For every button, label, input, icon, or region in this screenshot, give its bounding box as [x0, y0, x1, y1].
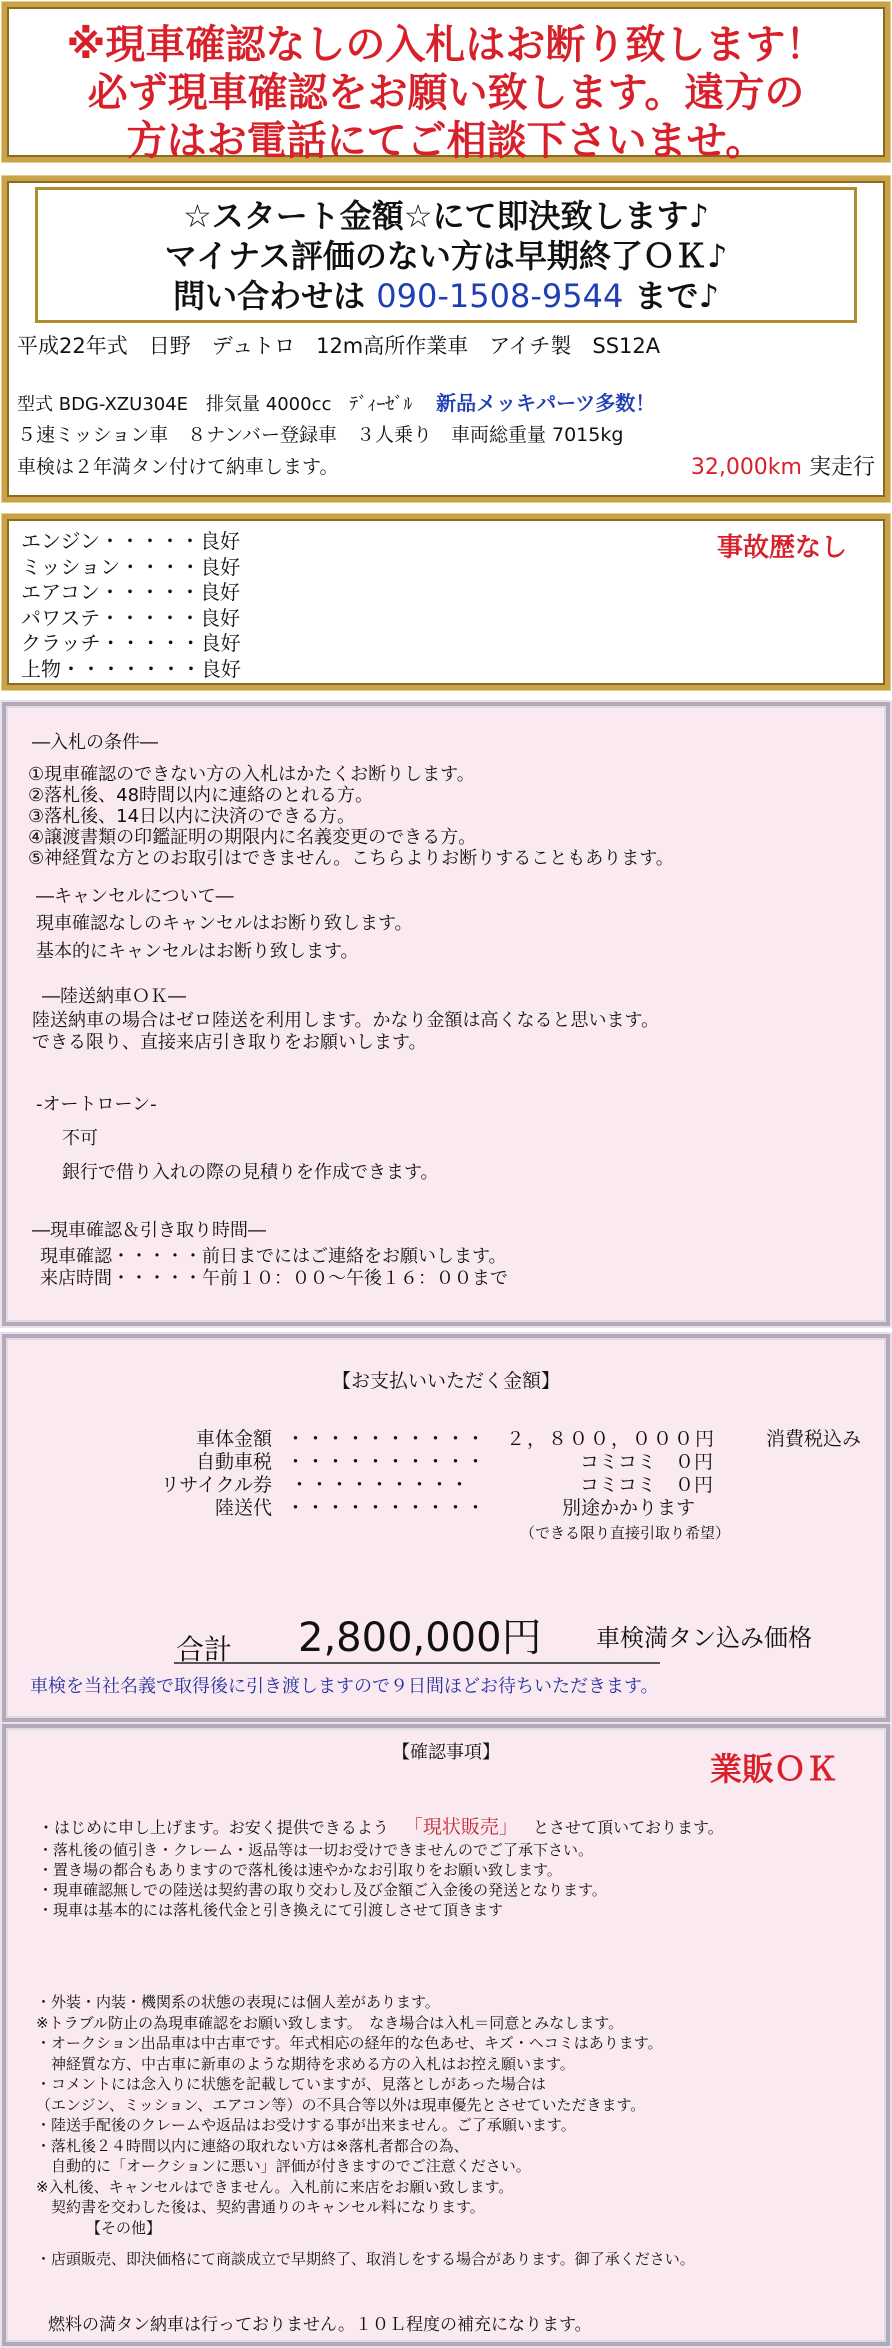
delivery-note: 車検を当社名義で取得後に引き渡しますので９日間ほどお待ちいただきます。	[30, 1676, 659, 1697]
start-box	[35, 187, 857, 323]
payment-value: コミコミ ０円	[580, 1451, 714, 1473]
payment-label: リサイクル券	[160, 1474, 272, 1496]
bid-item: ①現車確認のできない方の入札はかたくお断りします。	[28, 764, 475, 785]
payment-dots: ・・・・・・・・・・	[286, 1497, 487, 1519]
intro-line	[38, 1816, 724, 1839]
bid-item: ④譲渡書類の印鑑証明の期限内に名義変更のできる方。	[28, 827, 477, 848]
total-label: 合計	[176, 1633, 233, 1666]
payment-heading: 【お支払いいただく金額】	[331, 1370, 560, 1392]
confirm-item: 契約書を交わした後は、契約書通りのキャンセル料になります。	[36, 2198, 485, 2216]
terms-panel	[2, 702, 890, 1326]
accident-free-badge: 事故歴なし	[716, 533, 847, 563]
cancel-item: 基本的にキャンセルはお断り致します。	[36, 941, 359, 962]
other-item: ・店頭販売、即決価格にて商談成立で早期終了、取消しをする場合があります。御了承ください。	[36, 2250, 695, 2268]
pickup-item: 来店時間・・・・・午前１０：００～午後１６：００まで	[40, 1268, 508, 1289]
payment-dots: ・・・・・・・・・・	[286, 1428, 487, 1450]
confirm-block-2	[36, 1992, 663, 2238]
confirm-heading: 【確認事項】	[392, 1742, 500, 1763]
start-line-1: ☆スタート金額☆にて即決致します♪	[183, 197, 709, 235]
bid-item: ②落札後、48時間以内に連絡のとれる方。	[28, 785, 374, 806]
cancel-list	[36, 910, 413, 966]
condition-item: パワステ・・・・・良好	[21, 605, 240, 630]
condition-item: 上物・・・・・・・良好	[21, 656, 241, 681]
vehicle-model	[17, 389, 655, 419]
loan-heading: -オートローン-	[36, 1094, 157, 1115]
bid-heading: ―入札の条件―	[32, 732, 158, 753]
confirm-item: ・外装・内装・機関系の状態の表現には個人差があります。	[36, 1993, 440, 2011]
dealer-ok-badge: 業販ＯＫ	[709, 1750, 838, 1788]
confirm-item: ・陸送手配後のクレームや返品はお受けする事が出来ません。ご了承願います。	[36, 2116, 576, 2134]
payment-row	[6, 1497, 886, 1520]
condition-item: ミッション・・・・良好	[21, 554, 241, 579]
payment-row	[6, 1428, 886, 1451]
start-line-2: マイナス評価のない方は早期終了ＯＫ♪	[164, 237, 728, 275]
mileage-label: 実走行	[808, 455, 875, 480]
ship-item: できる限り、直接来店引き取りをお願いします。	[32, 1032, 427, 1053]
payment-dots: ・・・・・・・・・	[290, 1474, 471, 1496]
loan-item: 銀行で借り入れの際の見積りを作成できます。	[62, 1162, 439, 1183]
vehicle-panel	[2, 176, 890, 502]
confirm-item: 自動的に「オークションに悪い」評価が付きますのでご注意ください。	[36, 2157, 531, 2175]
condition-item: エアコン・・・・・良好	[21, 580, 240, 604]
phone-number[interactable]: 090-1508-9544	[376, 277, 624, 315]
total-underline	[174, 1662, 660, 1664]
cancel-heading: ―キャンセルについて―	[36, 886, 234, 907]
pickup-item: 現車確認・・・・・前日までにはご連絡をお願いします。	[40, 1246, 507, 1267]
pickup-heading: ―現車確認＆引き取り時間―	[32, 1220, 266, 1241]
vehicle-title: 平成22年式 日野 デュトロ 12m高所作業車 アイチ製 SS12A	[17, 334, 661, 358]
bid-item: ⑤神経質な方とのお取引はできません。こちらよりお断りすることもあります。	[28, 848, 674, 869]
contact-prefix: 問い合わせは	[173, 277, 366, 315]
bid-list	[28, 764, 674, 869]
vehicle-inspection: 車検は２年満タン付けて納車します。	[17, 456, 339, 478]
mileage-value: 32,000km	[690, 455, 802, 480]
payment-table	[6, 1428, 886, 1542]
loan-item: 不可	[62, 1128, 98, 1149]
condition-item: クラッチ・・・・・良好	[21, 631, 241, 655]
payment-value: ２，８００，０００円	[506, 1428, 717, 1450]
contact-suffix: まで♪	[634, 277, 719, 315]
confirm-item: ・置き場の都合もありますので落札後は速やかなお引取りをお願い致します。	[38, 1861, 562, 1879]
confirm-item: ・落札後２４時間以内に連絡の取れない方は※落札者都合の為、	[36, 2136, 469, 2155]
payment-dots: ・・・・・・・・・・	[286, 1451, 487, 1473]
confirm-item: （エンジン、ミッション、エアコン等）の不具合等以外は現車優先とさせていただきます。	[36, 2095, 646, 2114]
vehicle-spec: ５速ミッション車 ８ナンバー登録車 ３人乗り 車両総重量 7015kg	[17, 424, 624, 446]
intro-highlight: 「現状販売」	[403, 1816, 518, 1838]
pickup-list	[40, 1246, 508, 1290]
confirm-block-1	[38, 1840, 607, 1920]
ship-heading: ―陸送納車ＯＫ―	[42, 986, 186, 1007]
payment-panel	[2, 1334, 890, 1722]
total-note: 車検満タン込み価格	[596, 1624, 812, 1652]
notice-panel	[2, 2, 890, 162]
condition-panel	[2, 514, 890, 690]
mileage	[691, 453, 875, 483]
payment-value: 別途かかります	[562, 1497, 696, 1519]
confirm-item: 神経質な方、中古車に新車のような期待を求める方の入札はお控え願います。	[36, 2054, 575, 2073]
confirm-item: ・現車は基本的には落札後代金と引き換えにて引渡しさせて頂きます	[38, 1901, 504, 1919]
payment-label: 車体金額	[195, 1428, 272, 1450]
contact-line	[38, 276, 854, 316]
notice-line-3: 方はお電話にてご相談下さいませ。	[126, 118, 766, 164]
confirm-panel	[2, 1724, 890, 2346]
parts-highlight: 新品メッキパーツ多数！	[436, 391, 656, 415]
condition-item: エンジン・・・・・良好	[21, 529, 240, 553]
payment-value: コミコミ ０円	[580, 1474, 714, 1496]
confirm-item: ※入札後、キャンセルはできません。入札前に来店をお願い致します。	[36, 2177, 514, 2196]
total-value: 2,800,000円	[298, 1615, 542, 1661]
intro-prefix: ・はじめに申し上げます。お安く提供できるよう	[38, 1818, 389, 1837]
notice-line-1: ※現車確認なしの入札はお断り致します！	[66, 22, 826, 68]
confirm-item: ・落札後の値引き・クレーム・返品等は一切お受けできませんのでご了承下さい。	[38, 1841, 594, 1859]
bid-item: ③落札後、14日以内に決済のできる方。	[28, 806, 356, 827]
ship-list	[32, 1010, 659, 1054]
payment-label: 陸送代	[214, 1497, 272, 1519]
fuel-note: 燃料の満タン納車は行っておりません。１０Ｌ程度の補充になります。	[48, 2315, 592, 2335]
payment-note: 消費税込み	[766, 1428, 862, 1450]
confirm-item: ・現車確認無しでの陸送は契約書の取り交わし及び金額ご入金後の発送となります。	[38, 1881, 607, 1899]
confirm-item: ・コメントには念入りに状態を記載していますが、見落としがあった場合は	[36, 2075, 546, 2093]
payment-label: 自動車税	[195, 1451, 272, 1473]
payment-row	[6, 1451, 886, 1474]
ship-item: 陸送納車の場合はゼロ陸送を利用します。かなり金額は高くなると思います。	[32, 1010, 660, 1031]
cancel-item: 現車確認なしのキャンセルはお断り致します。	[36, 913, 413, 934]
intro-suffix: とさせて頂いております。	[532, 1818, 724, 1837]
loan-list	[62, 1122, 439, 1190]
other-heading: 【その他】	[86, 2218, 162, 2237]
notice-line-2: 必ず現車確認をお願い致します。遠方の	[87, 70, 805, 116]
confirm-item: ・オークション出品車は中古車です。年式相応の経年的な色あせ、キズ・ヘコミはあります。	[36, 2034, 663, 2052]
confirm-item: ※トラブル防止の為現車確認をお願い致します。 なき場合は入札＝同意とみなします。	[36, 2013, 624, 2032]
payment-row	[6, 1474, 886, 1497]
ship-note: （できる限り直接引取り希望）	[520, 1524, 731, 1542]
model-text: 型式 BDG-XZU304E 排気量 4000cc ﾃﾞｨｰｾﾞﾙ	[17, 394, 413, 415]
